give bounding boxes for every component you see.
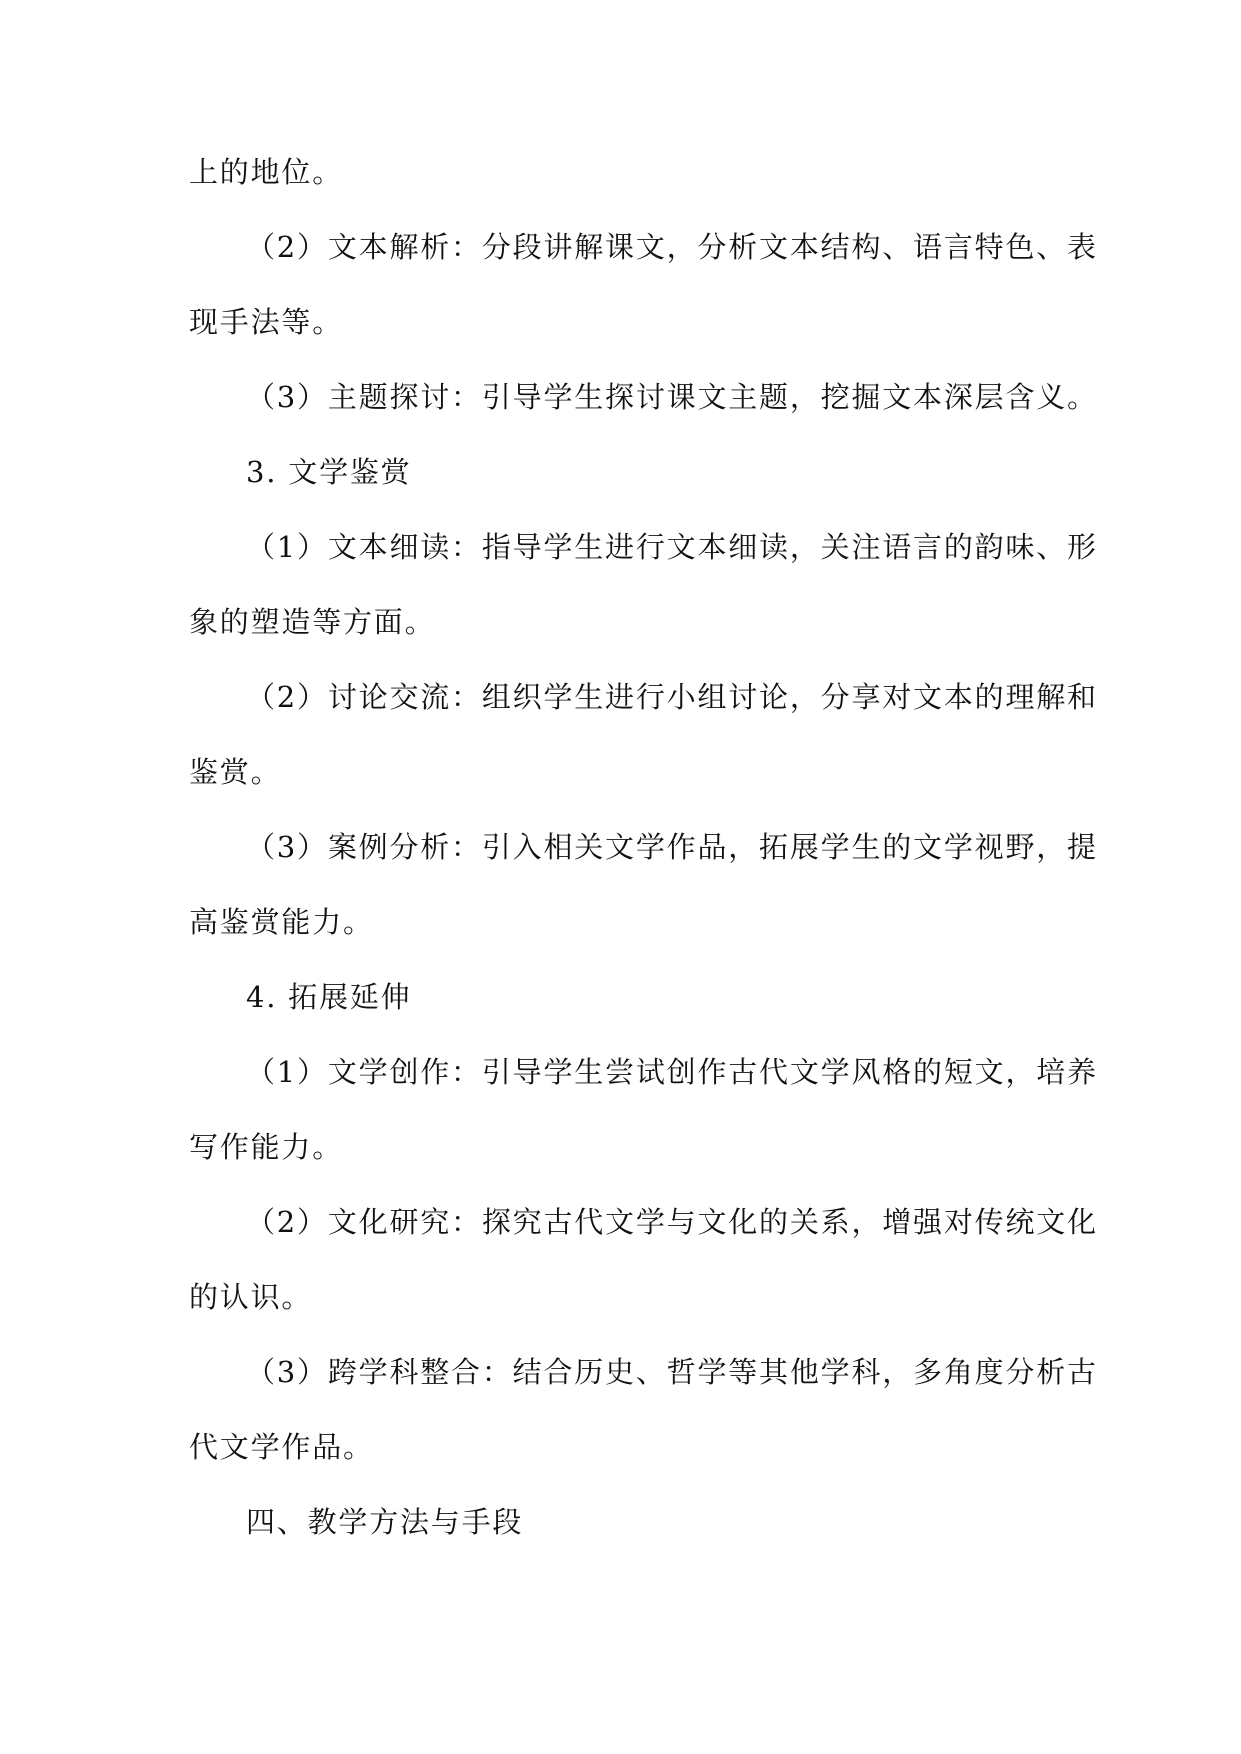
text-line: （3）案例分析：引入相关文学作品，拓展学生的文学视野，提 [246, 830, 1098, 864]
text-line: 写作能力。 [189, 1130, 344, 1164]
text-line: （2）文化研究：探究古代文学与文化的关系，增强对传统文化 [246, 1205, 1098, 1239]
text-line: 高鉴赏能力。 [189, 905, 374, 939]
text-line: 鉴赏。 [189, 755, 282, 789]
section-heading: 4. 拓展延伸 [246, 980, 412, 1014]
section-heading: 四、教学方法与手段 [246, 1505, 524, 1539]
text-line: （2）文本解析：分段讲解课文，分析文本结构、语言特色、表 [246, 230, 1098, 264]
section-heading: 3. 文学鉴赏 [246, 455, 412, 489]
text-line: （2）讨论交流：组织学生进行小组讨论，分享对文本的理解和 [246, 680, 1098, 714]
text-line: （3）主题探讨：引导学生探讨课文主题，挖掘文本深层含义。 [246, 380, 1098, 414]
text-line: （1）文学创作：引导学生尝试创作古代文学风格的短文，培养 [246, 1055, 1098, 1089]
text-line: （1）文本细读：指导学生进行文本细读，关注语言的韵味、形 [246, 530, 1098, 564]
text-line: 代文学作品。 [189, 1430, 374, 1464]
text-line: 象的塑造等方面。 [189, 605, 436, 639]
text-line: 现手法等。 [189, 305, 344, 339]
text-line: 的认识。 [189, 1280, 313, 1314]
text-line: （3）跨学科整合：结合历史、哲学等其他学科，多角度分析古 [246, 1355, 1098, 1389]
text-line: 上的地位。 [189, 155, 344, 189]
